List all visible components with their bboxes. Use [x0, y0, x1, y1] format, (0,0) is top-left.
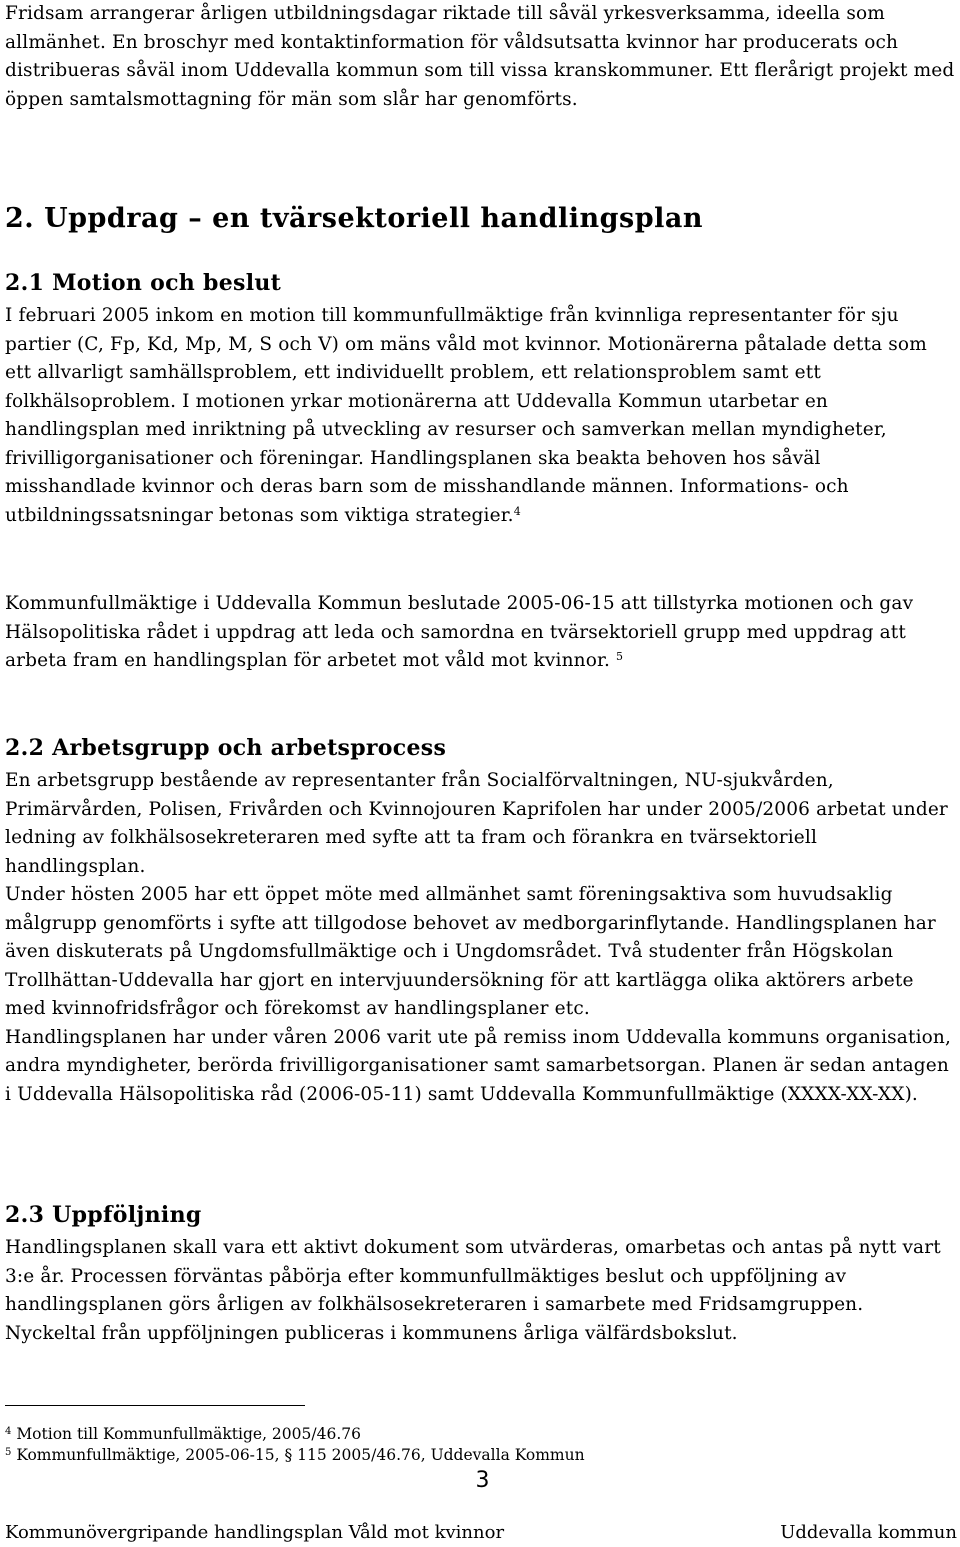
footnotes	[5, 1424, 585, 1466]
section-2-1-heading: 2.1 Motion och beslut	[5, 270, 282, 296]
footnote-text: Kommunfullmäktige, 2005-06-15, § 115 2005/46.76, Uddevalla Kommun	[16, 1446, 585, 1464]
footnote-number: 4	[5, 1426, 12, 1437]
section-2-2-paragraph-1: En arbetsgrupp bestående av representanter från Socialförvaltningen, NU-sjukvården, Primärvården, Polisen, Frivården och Kvinnojouren Kaprifolen har under 2005/2006 arbetat under ledning av folkhälsosekreteraren med syfte att ta fram och förankra en tvärsektoriell handlingsplan.	[5, 770, 948, 877]
section-2-2	[5, 733, 955, 1109]
section-2-1-decision	[5, 590, 955, 676]
section-2-2-paragraph-2: Under hösten 2005 har ett öppet möte med allmänhet samt föreningsaktiva som huvudsaklig målgrupp genomförts i syfte att tillgodose behovet av medborgarinflytande. Handlingsplanen har även diskuterats på Ungdomsfullmäktige och i Ungdomsrådet. Två studenter från Högskolan Trollhättan-Uddevalla har gjort en intervjuundersökning för att kartlägga olika aktörers arbete med kvinnofridsfrågor och förekomst av handlingsplaner etc.	[5, 884, 936, 1019]
section-2-1	[5, 268, 955, 530]
footnote-4	[5, 1424, 585, 1445]
section-2-3-heading: 2.3 Uppföljning	[5, 1202, 202, 1228]
paragraph-text: I februari 2005 inkom en motion till kommunfullmäktige från kvinnliga representanter för sju partier (C, Fp, Kd, Mp, M, S och V) om mäns våld mot kvinnor. Motionärerna påtalade detta som ett allvarligt samhällsproblem, ett individuellt problem, ett relationsproblem samt ett folkhälsoproblem. I motionen yrkar motionärerna att Uddevalla Kommun utarbetar en handlingsplan med inriktning på utveckling av resurser och samverkan mellan myndigheter, frivilligorganisationer och föreningar. Handlingsplanen ska beakta behoven hos såväl misshandlade kvinnor och deras barn som de misshandlande männen. Informations- och utbildningssatsningar betonas som viktiga strategier.	[5, 305, 927, 526]
section-2-1-paragraph-1	[5, 302, 955, 530]
footnote-text: Motion till Kommunfullmäktige, 2005/46.76	[16, 1425, 361, 1443]
section-2-heading: 2. Uppdrag – en tvärsektoriell handlingsplan	[5, 203, 704, 234]
section-2-3	[5, 1200, 955, 1348]
footnote-5	[5, 1445, 585, 1466]
footnote-number: 5	[5, 1447, 12, 1458]
footnote-ref-5[interactable]: 5	[616, 650, 624, 663]
footnote-ref-4[interactable]: 4	[513, 504, 521, 518]
footer-document-title: Kommunövergripande handlingsplan Våld mot kvinnor	[5, 1522, 505, 1543]
section-2-3-paragraph-1: Handlingsplanen skall vara ett aktivt dokument som utvärderas, omarbetas och antas på nytt vart 3:e år. Processen förväntas påbörja efter kommunfullmäktiges beslut och uppföljning av handlingsplanen görs årligen av folkhälsosekreteraren i samarbete med Fridsamgruppen. Nyckeltal från uppföljningen publiceras i kommunens årliga välfärdsbokslut.	[5, 1237, 941, 1344]
section-2-2-heading: 2.2 Arbetsgrupp och arbetsprocess	[5, 735, 447, 761]
paragraph-text: Kommunfullmäktige i Uddevalla Kommun beslutade 2005-06-15 att tillstyrka motionen och gav Hälsopolitiska rådet i uppdrag att leda och samordna en tvärsektoriell grupp med uppdrag att arbeta fram en handlingsplan för arbetet mot våld mot kvinnor.	[5, 593, 914, 671]
section-2-1-paragraph-2	[5, 590, 955, 676]
footer-organization: Uddevalla kommun	[780, 1522, 957, 1543]
intro-paragraph: Fridsam arrangerar årligen utbildningsdagar riktade till såväl yrkesverksamma, ideella som allmänhet. En broschyr med kontaktinformation för våldsutsatta kvinnor har producerats och distribueras såväl inom Uddevalla kommun som till vissa kranskommuner. Ett flerårigt projekt med öppen samtalsmottagning för män som slår har genomförts.	[5, 3, 955, 110]
footnote-divider	[5, 1405, 305, 1406]
page-number: 3	[475, 1468, 490, 1493]
section-2-2-paragraph-3: Handlingsplanen har under våren 2006 varit ute på remiss inom Uddevalla kommuns organisation, andra myndigheter, berörda frivilligorganisationer samt samarbetsorgan. Planen är sedan antagen i Uddevalla Hälsopolitiska råd (2006-05-11) samt Uddevalla Kommunfullmäktige (XXXX-XX-XX).	[5, 1026, 952, 1105]
